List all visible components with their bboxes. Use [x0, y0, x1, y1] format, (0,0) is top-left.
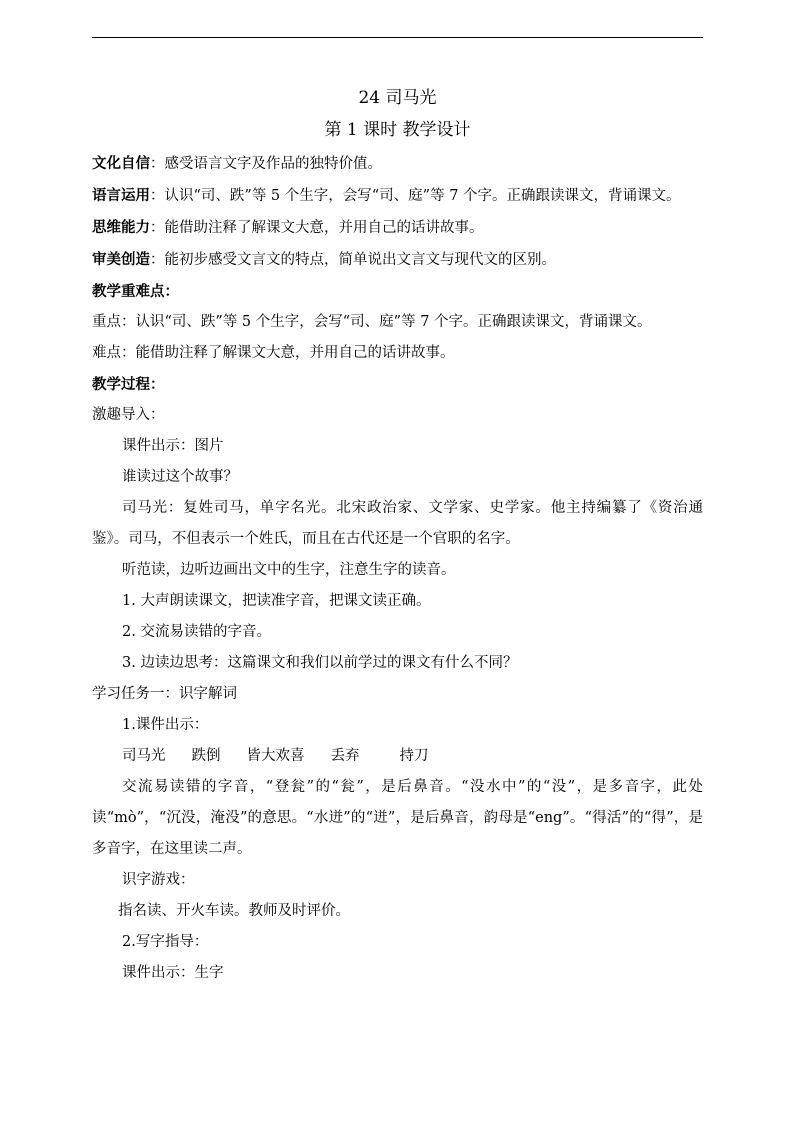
- word-item: 持刀: [399, 748, 429, 764]
- game-text: 指名读、开火车读。教师及时评价。: [118, 903, 350, 919]
- intro-step-1: 1. 大声朗读课文，把读准字音，把课文读正确。: [122, 593, 431, 609]
- task1-courseware: 1.课件出示：: [122, 717, 209, 733]
- header-rule: [92, 37, 703, 38]
- intro-step-3: 3. 边读边思考：这篇课文和我们以前学过的课文有什么不同？: [122, 655, 518, 671]
- goal-aesthetic: [92, 244, 703, 276]
- goal-label: 文化自信: [92, 155, 150, 172]
- goal-text: ：感受语言文字及作品的独特价值。: [150, 156, 382, 172]
- goal-text: ：能初步感受文言文的特点，简单说出文言文与现代文的区别。: [150, 252, 556, 268]
- document-body: [92, 82, 703, 989]
- intro-heading: 激趣导入：: [92, 407, 165, 423]
- writing-courseware: 课件出示：生字: [122, 965, 224, 981]
- intro-step-2: 2. 交流易读错的字音。: [122, 624, 271, 640]
- goal-language: [92, 180, 703, 212]
- word-item: 跌倒: [191, 748, 221, 764]
- process-heading: 教学过程：: [92, 376, 165, 393]
- intro-question: 谁读过这个故事？: [122, 469, 238, 485]
- key-points-heading: 教学重难点：: [92, 283, 179, 300]
- goal-culture: [92, 148, 703, 180]
- writing-heading: 2.写字指导：: [122, 934, 209, 950]
- key-point: 重点：认识“司、跌”等 5 个生字，会写“司、庭”等 7 个字。正确跟读课文，背诵课文。: [92, 314, 652, 330]
- goal-text: ：能借助注释了解课文大意，并用自己的话讲故事。: [150, 220, 484, 236]
- goal-label: 审美创造: [92, 251, 150, 268]
- word-list: [92, 741, 703, 772]
- pronunciation-note: 交流易读错的字音，“登瓮”的“瓮”，是后鼻音。“没水中”的“没”，是多音字，此处读“mò”，“沉没，淹没”的意思。“水迸”的“迸”，是后鼻音，韵母是“eng”。“得活”的“得”，是多音字，在这里读二声。: [92, 779, 703, 857]
- word-item: 司马光: [122, 748, 166, 764]
- document-title: 24 司马光: [358, 88, 437, 108]
- intro-listen: 听范读，边听边画出文中的生字，注意生字的读音。: [122, 562, 456, 578]
- intro-sima-guang: 司马光：复姓司马，单字名光。北宋政治家、文学家、史学家。他主持编纂了《资治通鉴》。司马，不但表示一个姓氏，而且在古代还是一个官职的名字。: [92, 500, 703, 547]
- word-item: 丢弃: [330, 748, 360, 764]
- intro-courseware: 课件出示：图片: [122, 438, 224, 454]
- difficult-point: 难点：能借助注释了解课文大意，并用自己的话讲故事。: [92, 345, 455, 361]
- goal-text: ：认识“司、跌”等 5 个生字，会写“司、庭”等 7 个字。正确跟读课文，背诵课文。: [150, 188, 681, 204]
- document-subtitle: 第 1 课时 教学设计: [324, 120, 471, 140]
- goal-label: 思维能力: [92, 219, 150, 236]
- goal-label: 语言运用: [92, 187, 150, 204]
- word-item: 皆大欢喜: [246, 748, 305, 764]
- task1-heading: 学习任务一：识字解词: [92, 686, 237, 702]
- game-heading: 识字游戏：: [122, 872, 195, 888]
- goal-thinking: [92, 212, 703, 244]
